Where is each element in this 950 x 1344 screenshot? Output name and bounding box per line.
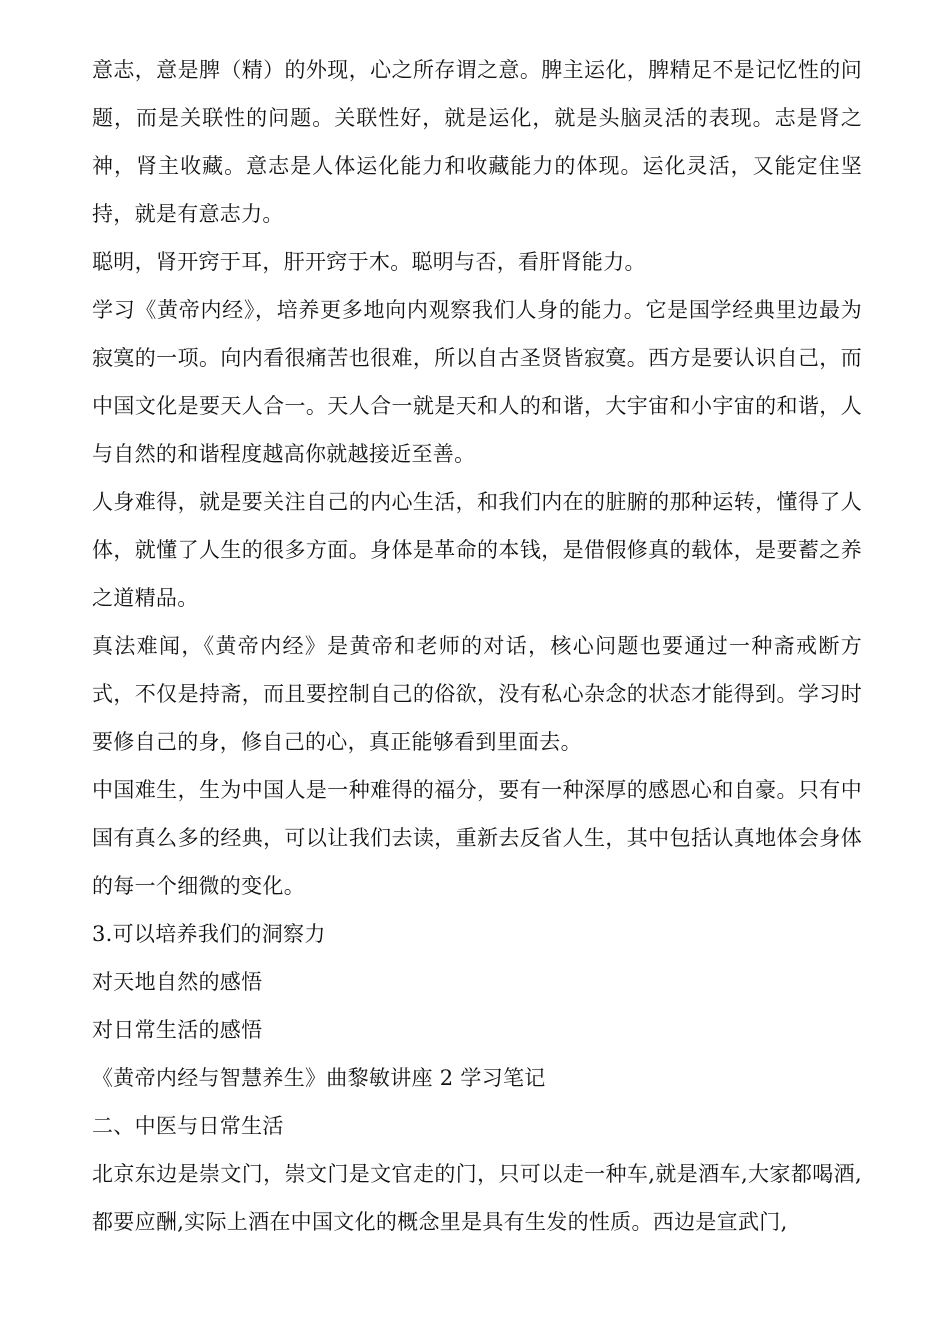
list-item-daily-life: 对日常生活的感悟 <box>92 1018 263 1042</box>
list-heading-insight: 3.可以培养我们的洞察力 <box>92 922 326 946</box>
paragraph-study-neijing: 学习《黄帝内经》，培养更多地向内观察我们人身的能力。它是国学经典里边最为寂寞的一项。向内看很痛苦也很难，所以自古圣贤皆寂寞。西方是要认识自己，而中国文化是要天人合一。天人合一就是天和人的和谐，大宇宙和小宇宙的和谐，人与自然的和谐程度越高你就越接近至善。 <box>92 298 862 466</box>
section-heading-daily-life: 二、中医与日常生活 <box>92 1114 284 1138</box>
paragraph-intelligence: 聪明，肾开窍于耳，肝开窍于木。聪明与否，看肝肾能力。 <box>92 250 646 274</box>
document-body <box>92 46 862 1246</box>
paragraph-china-born: 中国难生，生为中国人是一种难得的福分，要有一种深厚的感恩心和自豪。只有中国有真么多的经典，可以让我们去读，重新去反省人生，其中包括认真地体会身体的每一个细微的变化。 <box>92 778 862 898</box>
paragraph-human-body: 人身难得，就是要关注自己的内心生活，和我们内在的脏腑的那种运转，懂得了人体，就懂了人生的很多方面。身体是革命的本钱，是借假修真的载体，是要蓄之养之道精品。 <box>92 490 862 610</box>
list-item-nature: 对天地自然的感悟 <box>92 970 263 994</box>
paragraph-true-dharma: 真法难闻，《黄帝内经》是黄帝和老师的对话，核心问题也要通过一种斋戒断方式，不仅是持斋，而且要控制自己的俗欲，没有私心杂念的状态才能得到。学习时要修自己的身，修自己的心，真正能够看到里面去。 <box>92 634 862 754</box>
paragraph-beijing-gates: 北京东边是崇文门，崇文门是文官走的门，只可以走一种车,就是酒车,大家都喝酒,都要应酬,实际上酒在中国文化的概念里是具有生发的性质。西边是宣武门, <box>92 1162 862 1234</box>
section-title-lecture-notes: 《黄帝内经与智慧养生》曲黎敏讲座 2 学习笔记 <box>92 1066 546 1090</box>
paragraph-willpower: 意志，意是脾（精）的外现，心之所存谓之意。脾主运化，脾精足不是记忆性的问题，而是关联性的问题。关联性好，就是运化，就是头脑灵活的表现。志是肾之神，肾主收藏。意志是人体运化能力和收藏能力的体现。运化灵活，又能定住坚持，就是有意志力。 <box>92 58 862 226</box>
